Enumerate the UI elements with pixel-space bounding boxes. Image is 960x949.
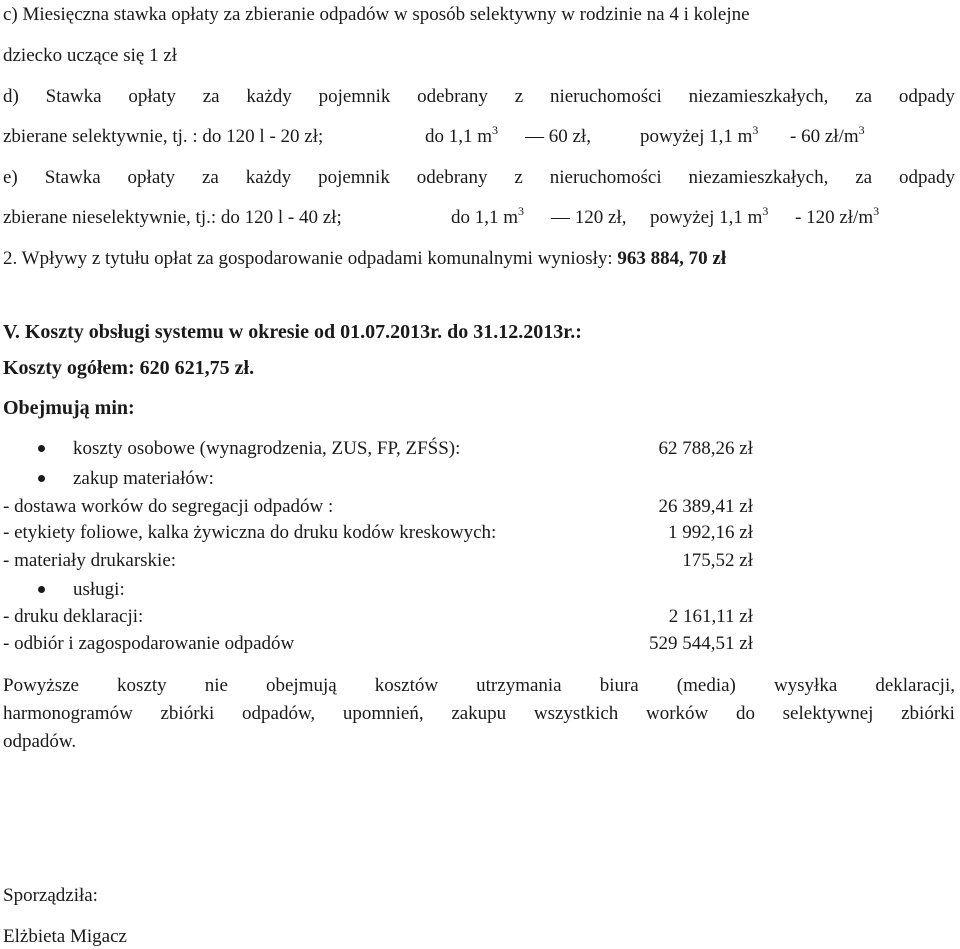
item-d-line-1 — [3, 86, 955, 108]
item-c-line-1: c) Miesięczna stawka opłaty za zbieranie odpadów w sposób selektywny w rodzinie na 4 i kolejne — [3, 4, 750, 25]
word: odebrany — [416, 167, 488, 188]
section-v-heading: V. Koszty obsługi systemu w okresie od 01.07.2013r. do 31.12.2013r.: — [3, 321, 582, 343]
word: d) — [3, 86, 19, 107]
cost-services-label: usługi: — [73, 579, 125, 600]
cost-materials-label: zakup materiałów: — [73, 468, 214, 489]
note-line-1 — [3, 675, 955, 697]
signature-name: Elżbieta Migacz — [3, 926, 127, 947]
cost-personnel-amount: 62 788,26 zł — [658, 438, 753, 459]
word: za — [855, 86, 873, 107]
word: odebrany — [417, 86, 488, 107]
word: do — [735, 703, 755, 724]
word: zakupu — [451, 703, 507, 724]
word: odpady — [898, 86, 955, 107]
word: kosztów — [374, 675, 439, 696]
word: pojemnik — [318, 167, 390, 188]
word: z — [514, 167, 523, 188]
word: nieruchomości — [549, 86, 662, 107]
cost-personnel-label: koszty osobowe (wynagrodzenia, ZUS, FP, ZFŚS): — [73, 438, 461, 459]
word: Powyższe — [3, 675, 79, 696]
word: selektywnej — [782, 703, 874, 724]
item-d-line-2 — [3, 126, 323, 148]
item-2-line — [3, 248, 726, 270]
section-v-includes: Obejmują min: — [3, 397, 135, 419]
cost-declarations-amount: 2 161,11 zł — [668, 606, 753, 627]
item-d-rate-3: powyżej 1,1 $m^3$ — [640, 123, 759, 147]
item-e-text-1: zbierane nieselektywnie, tj.: do 120 l - 40 zł; — [3, 207, 342, 228]
cost-bags-amount: 26 389,41 zł — [658, 496, 753, 517]
item-d-rate-2-price: — 60 zł, — [525, 126, 591, 147]
word: wysyłka — [773, 675, 838, 696]
word: wszystkich — [533, 703, 619, 724]
word: za — [202, 86, 220, 107]
cost-printing-label: - materiały drukarskie: — [3, 550, 177, 571]
item-e-rate-2: do 1,1 $m^3$ — [451, 204, 525, 228]
section-v-total: Koszty ogółem: 620 621,75 zł. — [3, 357, 255, 379]
item-e-rate-3: powyżej 1,1 $m^3$ — [650, 204, 769, 228]
cost-collection-label: - odbiór i zagospodarowanie odpadów — [3, 633, 295, 654]
bullet-icon — [38, 445, 45, 452]
word: niezamieszkałych, — [688, 86, 829, 107]
item-2-amount: 963 884, 70 zł — [617, 248, 727, 269]
item-e-rate-3-price: - 120 $zł/m^3$ — [795, 204, 880, 228]
word: zbiórki — [901, 703, 955, 724]
word: opłaty — [127, 167, 176, 188]
cost-bags-label: - dostawa worków do segregacji odpadów : — [3, 496, 334, 517]
item-c-line-2: dziecko uczące się 1 zł — [3, 45, 178, 66]
item-e-rate-2-price: — 120 zł, — [551, 207, 627, 228]
item-d-rate-2: do 1,1 $m^3$ — [425, 123, 499, 147]
cost-collection-amount: 529 544,51 zł — [649, 633, 753, 654]
item-e-line-1 — [3, 167, 955, 189]
word: biura — [599, 675, 639, 696]
word: za — [855, 167, 873, 188]
word: odpadów, — [242, 703, 316, 724]
word: opłaty — [128, 86, 176, 107]
bullet-icon — [38, 586, 45, 593]
word: nieruchomości — [549, 167, 662, 188]
word: e) — [3, 167, 18, 188]
word: deklaracji, — [875, 675, 955, 696]
word: odpady — [899, 167, 955, 188]
word: harmonogramów — [3, 703, 133, 724]
note-line-2 — [3, 703, 955, 725]
note-line-3: odpadów. — [3, 731, 77, 752]
word: niezamieszkałych, — [688, 167, 829, 188]
item-e-line-2 — [3, 207, 342, 229]
word: zbiórki — [160, 703, 215, 724]
word: utrzymania — [476, 675, 562, 696]
word: worków — [646, 703, 709, 724]
cost-labels-amount: 1 992,16 zł — [668, 522, 753, 543]
word: za — [201, 167, 219, 188]
word: (media) — [676, 675, 736, 696]
cost-printing-amount: 175,52 zł — [682, 550, 753, 571]
word: każdy — [246, 86, 292, 107]
item-d-text-1: zbierane selektywnie, tj. : do 120 l - 20 zł; — [3, 126, 324, 147]
word: Stawka — [44, 167, 101, 188]
word: obejmują — [266, 675, 337, 696]
word: upomnień, — [342, 703, 424, 724]
word: każdy — [245, 167, 292, 188]
word: Stawka — [45, 86, 102, 107]
item-2-text: 2. Wpływy z tytułu opłat za gospodarowanie odpadami komunalnymi wyniosły: — [3, 248, 618, 269]
bullet-icon — [38, 475, 45, 482]
word: koszty — [117, 675, 167, 696]
cost-declarations-label: - druku deklaracji: — [3, 606, 144, 627]
word: z — [514, 86, 524, 107]
signature-label: Sporządziła: — [3, 885, 98, 906]
word: pojemnik — [318, 86, 391, 107]
cost-labels-label: - etykiety foliowe, kalka żywiczna do druku kodów kreskowych: — [3, 522, 497, 543]
word: nie — [204, 675, 228, 696]
item-d-rate-3-price: - 60 $zł/m^3$ — [790, 123, 865, 147]
